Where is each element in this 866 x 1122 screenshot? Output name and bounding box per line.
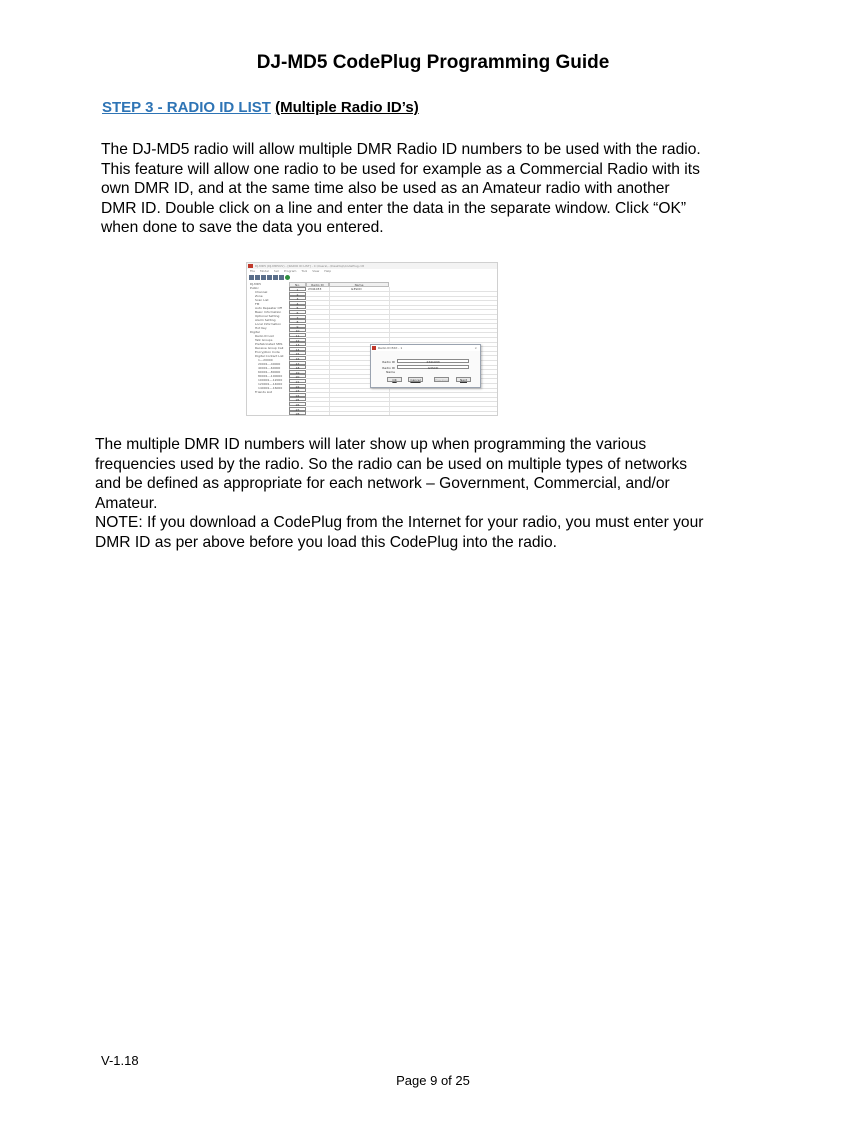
- radio-id-name-field[interactable]: G3SCD: [397, 365, 469, 369]
- intro-line: own DMR ID, and at the same time also be used as an Amateur radio with another: [101, 180, 670, 197]
- dialog-title: Radio ID Edit - 1: [378, 346, 403, 350]
- tree-item[interactable]: FM: [255, 302, 260, 306]
- app-icon: [372, 346, 376, 350]
- tree-item[interactable]: 60001---80000: [258, 370, 281, 374]
- tree-item[interactable]: Prefabricated SMS: [255, 342, 283, 346]
- grid-row-line: [306, 337, 497, 338]
- tree-item[interactable]: 140001---16000: [258, 386, 283, 390]
- grid-row-line: [306, 309, 497, 310]
- tree-item[interactable]: Alarm Setting: [255, 318, 276, 322]
- tree-item[interactable]: 80001---100000: [258, 374, 283, 378]
- page-number: Page 9 of 25: [396, 1073, 470, 1088]
- radio-id-name-label: Radio ID Name: [382, 366, 395, 374]
- grid-header-radio-id: Radio ID: [306, 282, 329, 287]
- app-icon: [248, 264, 253, 268]
- screenshot-toolbar: [249, 275, 291, 281]
- note-line: DMR ID as per above before you load this CodePlug into the radio.: [95, 533, 558, 551]
- grid-row-number[interactable]: 26: [289, 402, 306, 406]
- grid-row-number[interactable]: 17: [289, 361, 306, 365]
- step-link[interactable]: STEP 3 - RADIO ID LIST: [102, 99, 271, 116]
- screenshot-window-title: DJ-MD5 (DJ-MD5UV) - [RADIO ID LIST] - C:\Users\...\Desktop\CodePlug.rdt: [255, 264, 364, 268]
- grid-header-name: Name: [329, 282, 389, 287]
- intro-paragraph: [101, 140, 781, 238]
- version-label: V-1.18: [101, 1053, 139, 1068]
- grid-first-radio-id: 2341033: [308, 287, 322, 291]
- tree-item[interactable]: Radio ID List: [255, 334, 274, 338]
- tree-item[interactable]: DJ-MD5: [250, 282, 261, 286]
- grid-row-line: [306, 314, 497, 315]
- tree-item[interactable]: 40001---60000: [258, 366, 281, 370]
- radio-id-label: Radio ID: [382, 360, 395, 364]
- save-icon: [261, 275, 266, 280]
- grid-row-line: [306, 296, 497, 297]
- grid-row-number[interactable]: 12: [289, 338, 306, 342]
- radio-id-dialog: [370, 344, 481, 388]
- close-icon[interactable]: ×: [474, 346, 477, 350]
- ok-button[interactable]: OK: [387, 377, 402, 382]
- grid-row-number[interactable]: 21: [289, 379, 306, 383]
- grid-row-number[interactable]: 6: [289, 310, 306, 314]
- intro-line: when done to save the data you entered.: [101, 219, 384, 236]
- new-icon: [249, 275, 254, 280]
- grid-row-number[interactable]: 7: [289, 315, 306, 319]
- grid-row-line: [306, 342, 497, 343]
- tree-item[interactable]: Receive Group Call: [255, 346, 284, 350]
- grid-row-number[interactable]: 13: [289, 342, 306, 346]
- grid-row-line: [306, 300, 497, 301]
- grid-row-line: [306, 406, 497, 407]
- grid-row-number[interactable]: 3: [289, 296, 306, 300]
- dialog-titlebar: [371, 345, 480, 351]
- grid-row-number[interactable]: 23: [289, 388, 306, 392]
- body-paragraph: [95, 435, 785, 552]
- screenshot-tree: [249, 282, 290, 415]
- grid-row-number[interactable]: 15: [289, 351, 306, 355]
- grid-row-line: [306, 328, 497, 329]
- grid-row-number[interactable]: 10: [289, 328, 306, 332]
- grid-first-name: G3SCD: [351, 287, 362, 291]
- grid-row-number[interactable]: 18: [289, 365, 306, 369]
- grid-row-line: [306, 305, 497, 306]
- grid-row-line: [306, 291, 497, 292]
- grid-row-number[interactable]: 25: [289, 397, 306, 401]
- tree-item[interactable]: Channel: [255, 290, 268, 294]
- grid-row-number[interactable]: 22: [289, 384, 306, 388]
- tree-item[interactable]: Encryption Code: [255, 350, 280, 354]
- page-title: DJ-MD5 CodePlug Programming Guide: [256, 52, 610, 73]
- grid-row-number[interactable]: 16: [289, 356, 306, 360]
- grid-row-number[interactable]: 11: [289, 333, 306, 337]
- open-icon: [255, 275, 260, 280]
- grid-row-line: [306, 397, 497, 398]
- previous-button[interactable]: Previous: [435, 378, 448, 382]
- tree-item[interactable]: Public: [250, 286, 259, 290]
- grid-header-no: No.: [289, 282, 306, 287]
- tree-item[interactable]: Digital: [250, 330, 260, 334]
- intro-line: DMR ID. Double click on a line and enter the data in the separate window. Click “OK”: [101, 199, 687, 217]
- grid-row-number[interactable]: 9: [289, 324, 306, 328]
- grid-row-number[interactable]: 4: [289, 301, 306, 305]
- tree-item[interactable]: Talk Groups: [255, 338, 273, 342]
- grid-row-number[interactable]: 19: [289, 370, 306, 374]
- print-icon: [267, 275, 272, 280]
- grid-row-line: [306, 411, 497, 412]
- grid-row-line: [306, 332, 497, 333]
- tree-item[interactable]: Scan List: [255, 298, 269, 302]
- tree-item[interactable]: Friends List: [255, 390, 272, 394]
- next-button[interactable]: Next: [456, 377, 471, 382]
- step-heading: [102, 99, 419, 116]
- grid-row-number[interactable]: 2: [289, 292, 306, 296]
- grid-row-line: [306, 401, 497, 402]
- note-line: NOTE: If you download a CodePlug from the Internet for your radio, you must enter your: [95, 514, 704, 531]
- tree-item[interactable]: Zone: [255, 294, 263, 298]
- intro-line: The DJ-MD5 radio will allow multiple DMR Radio ID numbers to be used with the radio.: [101, 141, 701, 158]
- grid-row-number[interactable]: 27: [289, 407, 306, 411]
- grid-row-number[interactable]: 8: [289, 319, 306, 323]
- grid-row-number[interactable]: 24: [289, 393, 306, 397]
- grid-row-number[interactable]: 20: [289, 374, 306, 378]
- tree-item[interactable]: Auto Repeater Off: [255, 306, 282, 310]
- tree-item[interactable]: Hot Key: [255, 326, 267, 330]
- body-line: Amateur.: [95, 494, 158, 512]
- screenshot-menubar: File Model Set Program Tool View Help: [250, 269, 332, 273]
- tree-item[interactable]: 120001---14000: [258, 382, 283, 386]
- tree-item[interactable]: 20001---40000: [258, 362, 281, 366]
- tree-item[interactable]: Local Information: [255, 322, 282, 326]
- tree-item[interactable]: Optional Setting: [255, 314, 280, 318]
- body-line: and be defined as appropriate for each network – Government, Commercial, and/or: [95, 475, 670, 492]
- grid-row-number[interactable]: 28: [289, 411, 306, 415]
- body-line: frequencies used by the radio. So the radio can be used on multiple types of networks: [95, 455, 688, 473]
- grid-row-number[interactable]: 5: [289, 305, 306, 309]
- grid-row-number[interactable]: 14: [289, 347, 306, 351]
- help-icon: [285, 275, 290, 280]
- tree-item[interactable]: Digital Contact List: [255, 354, 284, 358]
- grid-row-number[interactable]: 1: [289, 287, 306, 291]
- grid-row-line: [306, 323, 497, 324]
- radio-id-field[interactable]: 2341033: [397, 359, 469, 363]
- intro-line: This feature will allow one radio to be used for example as a Commercial Radio with its: [101, 160, 700, 178]
- tree-item[interactable]: 1---20000: [258, 358, 273, 362]
- tree-item[interactable]: 100001---12000: [258, 378, 283, 382]
- tree-item[interactable]: Basic Information: [255, 310, 282, 314]
- grid-row-line: [306, 392, 497, 393]
- write-icon: [279, 275, 284, 280]
- read-icon: [273, 275, 278, 280]
- grid-row-line: [306, 319, 497, 320]
- body-line: The multiple DMR ID numbers will later show up when programming the various: [95, 436, 647, 453]
- cancel-button[interactable]: Cancel: [408, 377, 423, 382]
- step-subtitle: (Multiple Radio ID’s): [275, 99, 419, 116]
- grid-row-line: [306, 415, 497, 416]
- software-screenshot: [246, 262, 498, 416]
